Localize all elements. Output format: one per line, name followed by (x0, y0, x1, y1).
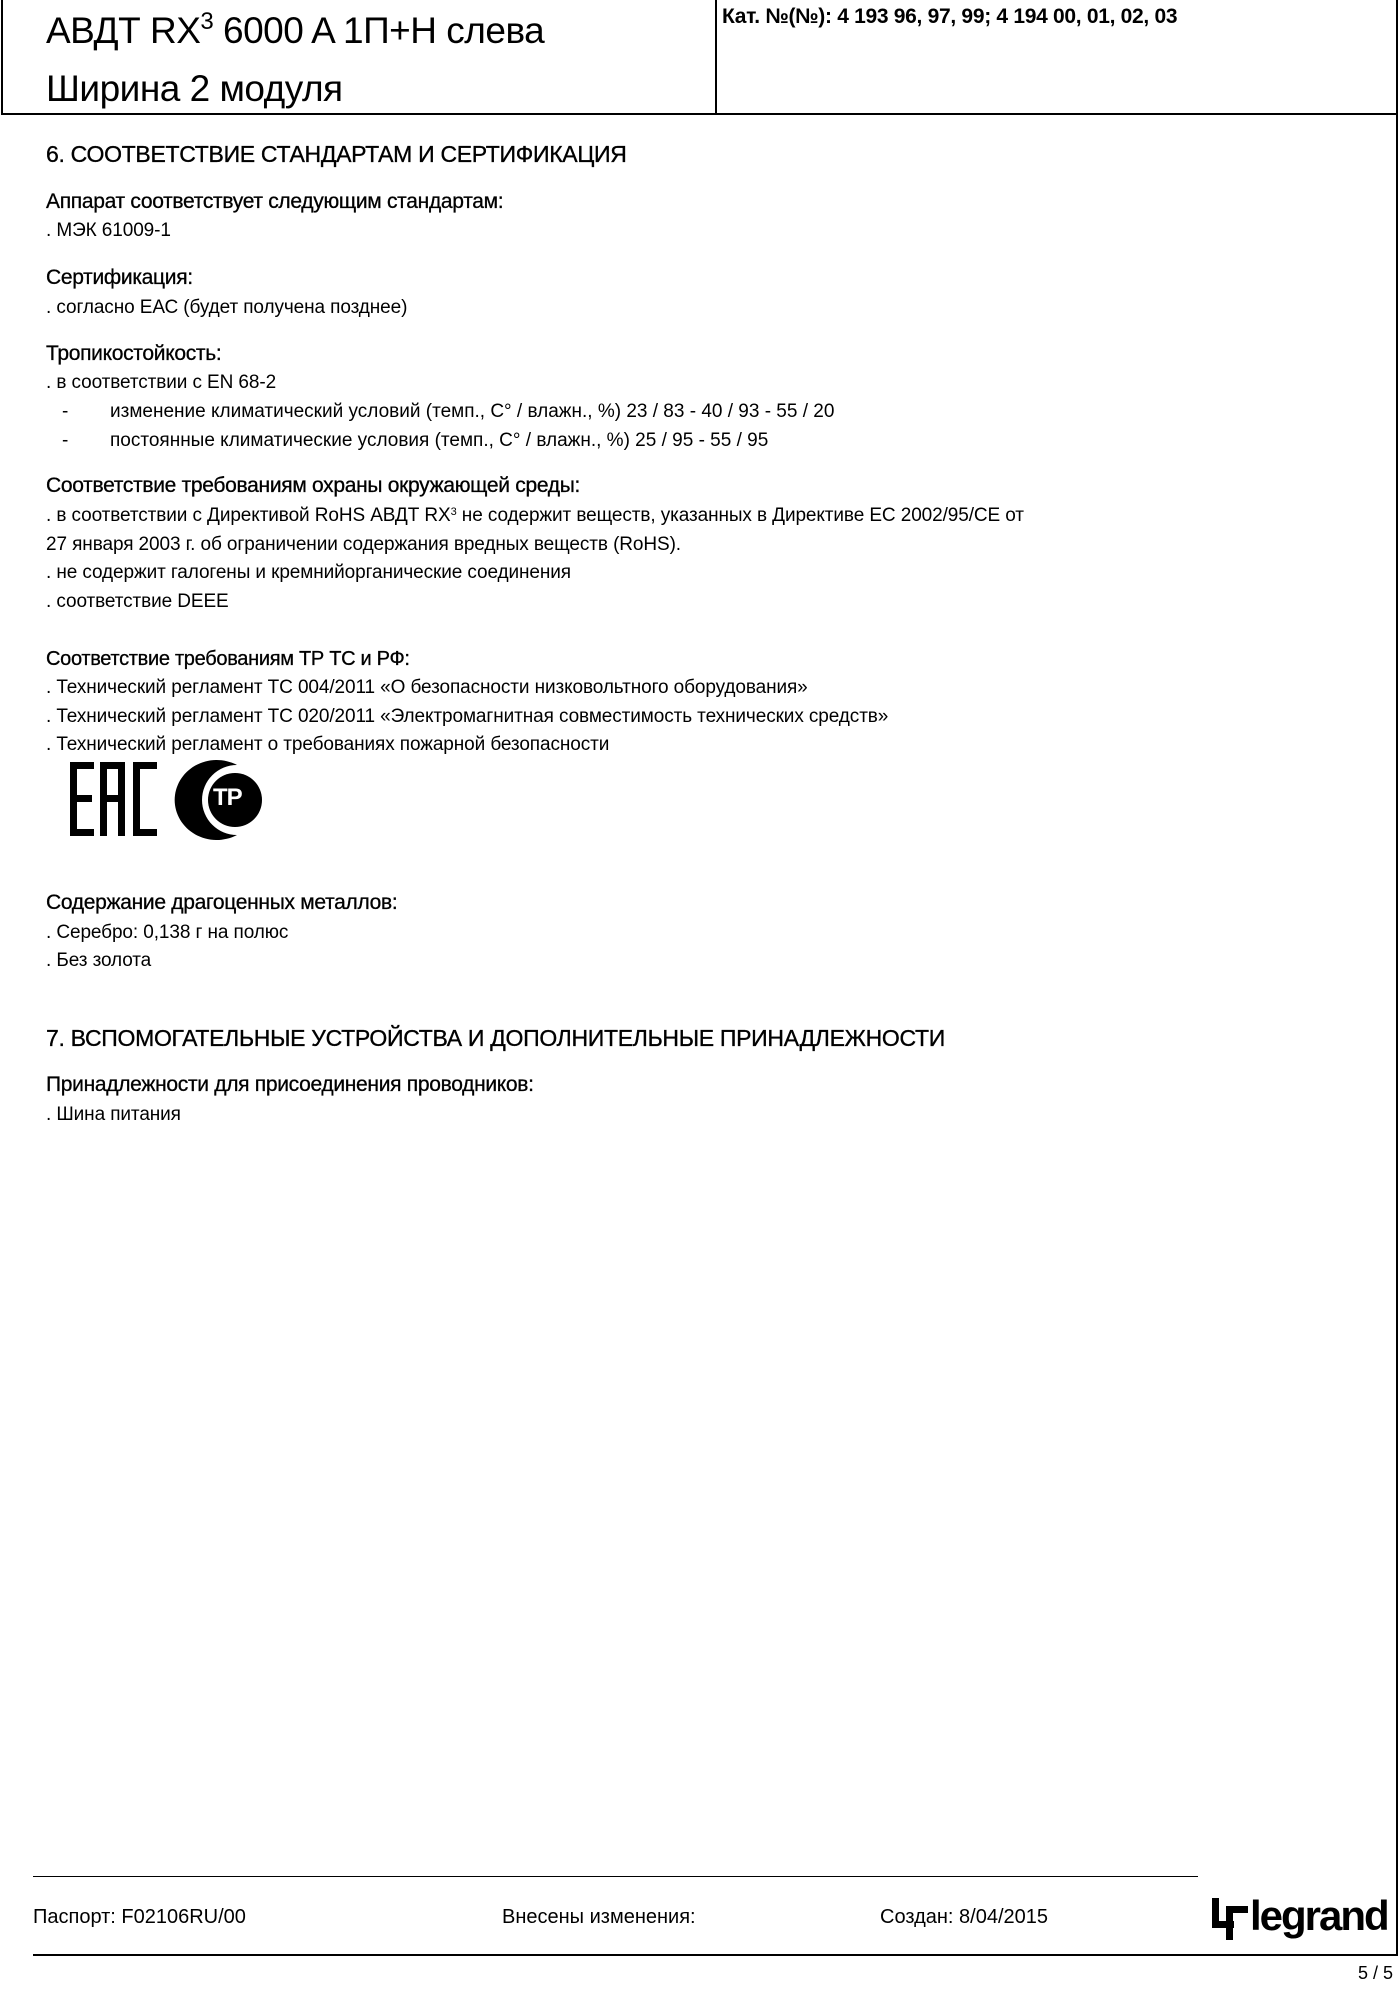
metals-item-2: . Без золота (46, 950, 152, 971)
bullet-dash: - (62, 401, 69, 422)
standards-heading: Аппарат соответствует следующим стандартам: (46, 190, 504, 213)
tr-line-2: . Технический регламент ТС 020/2011 «Электромагнитная совместимость технических средств» (46, 706, 889, 727)
header-divider (715, 0, 717, 115)
bullet-dash: - (62, 430, 69, 451)
environment-heading: Соответствие требованиям охраны окружающей среды: (46, 474, 581, 497)
environment-line-2: 27 января 2003 г. об ограничении содержания вредных веществ (RoHS). (46, 534, 681, 555)
tr-mark-text: ТР (213, 784, 242, 811)
header-frame-bottom (1, 113, 1398, 115)
certification-heading: Сертификация: (46, 266, 193, 289)
tropic-sub-item-1: изменение климатический условий (темп., C° / влажн., %) 23 / 83 - 40 / 93 - 55 / 20 (110, 401, 835, 422)
legrand-mark-icon (1212, 1898, 1248, 1940)
tr-heading: Соответствие требованиям ТР ТС и РФ: (46, 648, 410, 670)
legrand-logo (1212, 1894, 1398, 1944)
footer-changes: Внесены изменения: (502, 1906, 696, 1928)
tr-mark-logo (173, 757, 265, 843)
metals-item-1: . Серебро: 0,138 г на полюс (46, 922, 289, 943)
section-6-title: 6. СООТВЕТСТВИЕ СТАНДАРТАМ И СЕРТИФИКАЦИЯ (46, 141, 627, 167)
page-title: АВДТ $RX^3$ 6000 A 1П+Н слева (46, 8, 545, 51)
environment-line-3: . не содержит галогены и кремнийорганические соединения (46, 562, 571, 583)
footer-created: Создан: 8/04/2015 (880, 1906, 1048, 1928)
environment-line-1: . в соответствии с Директивой RoHS АВДТ $RX^3$ не содержит веществ, указанных в Директиве ЕС 2002/95/СЕ от (46, 505, 1024, 526)
page-number: 5 / 5 (1358, 1963, 1394, 1983)
page-frame-right (1396, 0, 1398, 1955)
metals-heading: Содержание драгоценных металлов: (46, 891, 398, 914)
accessories-heading: Принадлежности для присоединения проводников: (46, 1073, 534, 1096)
certification-item: . согласно ЕАС (будет получена позднее) (46, 297, 408, 318)
header-frame-left (1, 0, 3, 115)
eac-logo-icon (70, 760, 165, 840)
section-7-title: 7. ВСПОМОГАТЕЛЬНЫЕ УСТРОЙСТВА И ДОПОЛНИТЕЛЬНЫЕ ПРИНАДЛЕЖНОСТИ (46, 1025, 945, 1051)
tr-line-1: . Технический регламент ТС 004/2011 «О безопасности низковольтного оборудования» (46, 677, 808, 698)
tr-line-3: . Технический регламент о требованиях пожарной безопасности (46, 734, 610, 755)
environment-line-4: . соответствие DEEE (46, 591, 229, 612)
tropic-heading: Тропикостойкость: (46, 342, 222, 365)
footer-bottom-line (33, 1954, 1398, 1956)
footer-top-line (33, 1876, 1198, 1877)
tropic-sub-item-2: постоянные климатические условия (темп., C° / влажн., %) 25 / 95 - 55 / 95 (110, 430, 769, 451)
accessories-item: . Шина питания (46, 1104, 181, 1125)
tropic-item: . в соответствии с EN 68-2 (46, 372, 277, 393)
footer-passport: Паспорт: F02106RU/00 (33, 1906, 246, 1928)
standards-item: . МЭК 61009-1 (46, 220, 171, 241)
page-subtitle: Ширина 2 модуля (46, 68, 343, 109)
catalog-numbers: Кат. №(№): 4 193 96, 97, 99; 4 194 00, 01, 02, 03 (722, 5, 1178, 28)
legrand-wordmark: legrand (1250, 1892, 1388, 1939)
